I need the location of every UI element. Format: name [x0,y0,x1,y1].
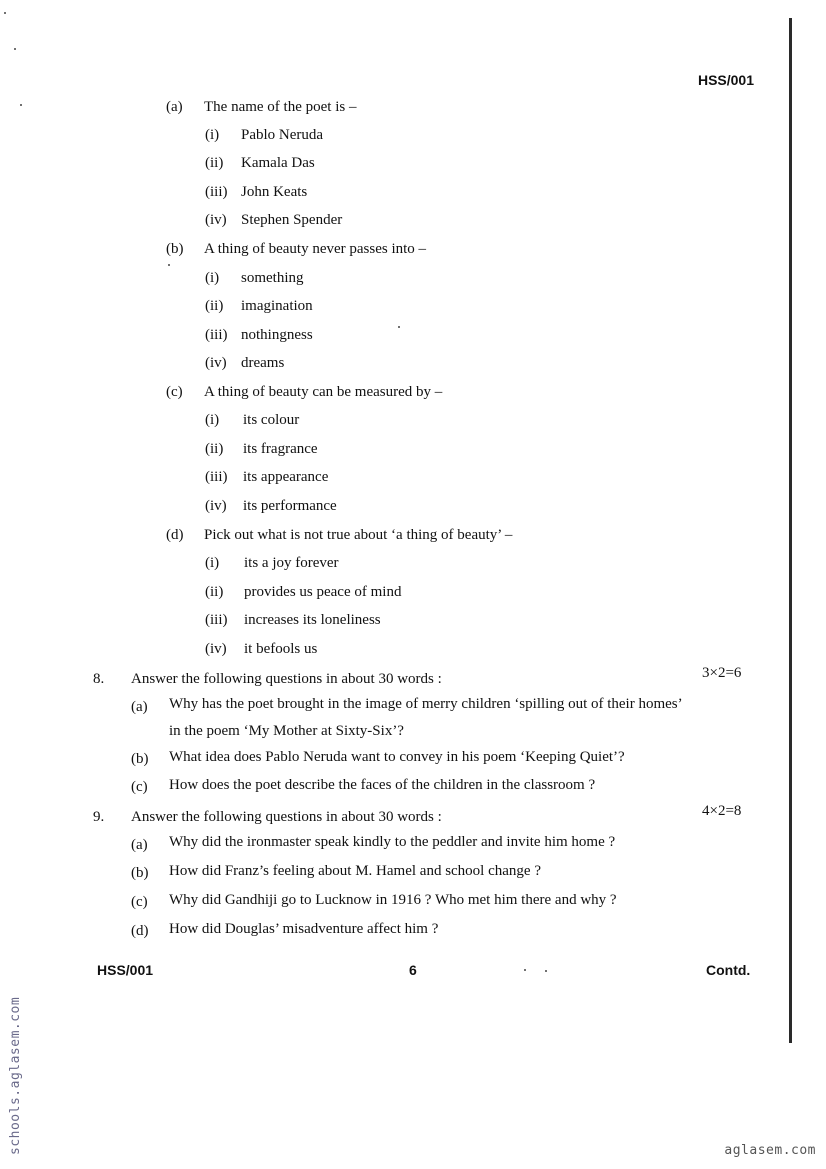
q9-a-num: (a) [131,837,148,853]
q8-b-num: (b) [131,751,149,767]
side-watermark: schools.aglasem.com [8,996,23,1155]
mcq-b-opt-3-num: (iii) [205,327,228,343]
q8-a-text: Why has the poet brought in the image of merry children ‘spilling out of their homes’ [169,696,683,712]
mcq-a-stem: The name of the poet is – [204,99,357,115]
q9-d-text: How did Douglas’ misadventure affect him ? [169,921,439,937]
q8-number: 8. [93,671,105,687]
scan-speck [14,48,16,50]
mcq-d-opt-3-text: increases its loneliness [244,612,381,628]
footer-paper-code: HSS/001 [97,962,154,978]
mcq-d-stem: Pick out what is not true about ‘a thing of beauty’ – [204,527,513,543]
footer-page-number: 6 [409,962,417,978]
mcq-a-opt-4-num: (iv) [205,212,227,228]
scan-speck [168,264,170,266]
mcq-b-stem: A thing of beauty never passes into – [204,241,427,257]
mcq-a-opt-2-num: (ii) [205,155,224,171]
mcq-c-opt-2-num: (ii) [205,441,224,457]
mcq-b-opt-4-num: (iv) [205,355,227,371]
mcq-c-opt-4-text: its performance [243,498,337,514]
q8-a-text-cont: in the poem ‘My Mother at Sixty-Six’? [169,723,404,739]
q9-b-num: (b) [131,865,149,881]
q9-stem: Answer the following questions in about 30 words : [131,809,442,825]
scan-speck [20,104,22,106]
mcq-c-opt-4-num: (iv) [205,498,227,514]
mcq-b-opt-1-text: something [241,270,304,286]
q8-marks: 3×2=6 [702,665,742,681]
scan-speck [524,969,526,971]
mcq-a-opt-2-text: Kamala Das [241,155,315,171]
mcq-b-opt-2-text: imagination [241,298,313,314]
mcq-d-opt-4-num: (iv) [205,641,227,657]
mcq-b-opt-3-text: nothingness [241,327,313,343]
q8-c-num: (c) [131,779,148,795]
q8-stem: Answer the following questions in about 30 words : [131,671,442,687]
mcq-c-opt-1-num: (i) [205,412,220,428]
scan-speck [4,12,6,14]
q9-c-num: (c) [131,894,148,910]
scan-border-line [789,18,792,1043]
mcq-d-label: (d) [166,527,184,543]
footer-contd: Contd. [706,962,751,978]
header-paper-code: HSS/001 [697,72,754,88]
mcq-a-opt-3-num: (iii) [205,184,228,200]
mcq-b-opt-1-num: (i) [205,270,220,286]
mcq-a-opt-3-text: John Keats [241,184,308,200]
scan-speck [398,326,400,328]
mcq-c-opt-2-text: its fragrance [243,441,318,457]
q8-a-num: (a) [131,699,148,715]
mcq-a-opt-1-text: Pablo Neruda [241,127,324,143]
q8-b-text: What idea does Pablo Neruda want to convey in his poem ‘Keeping Quiet’? [169,749,625,765]
mcq-d-opt-2-text: provides us peace of mind [244,584,402,600]
mcq-c-label: (c) [166,384,183,400]
mcq-c-opt-3-text: its appearance [243,469,329,485]
mcq-d-opt-4-text: it befools us [244,641,318,657]
mcq-b-label: (b) [166,241,184,257]
mcq-c-opt-1-text: its colour [243,412,300,428]
q9-d-num: (d) [131,923,149,939]
mcq-c-stem: A thing of beauty can be measured by – [204,384,443,400]
mcq-d-opt-3-num: (iii) [205,612,228,628]
q9-marks: 4×2=8 [702,803,742,819]
q9-a-text: Why did the ironmaster speak kindly to the peddler and invite him home ? [169,834,616,850]
mcq-b-opt-4-text: dreams [241,355,285,371]
mcq-b-opt-2-num: (ii) [205,298,224,314]
bottom-watermark: aglasem.com [724,1143,816,1158]
q8-c-text: How does the poet describe the faces of the children in the classroom ? [169,777,596,793]
mcq-c-opt-3-num: (iii) [205,469,228,485]
mcq-d-opt-2-num: (ii) [205,584,224,600]
mcq-d-opt-1-text: its a joy forever [244,555,339,571]
q9-b-text: How did Franz’s feeling about M. Hamel and school change ? [169,863,541,879]
q9-number: 9. [93,809,105,825]
mcq-a-opt-4-text: Stephen Spender [241,212,343,228]
q9-c-text: Why did Gandhiji go to Lucknow in 1916 ? Who met him there and why ? [169,892,617,908]
scan-speck [545,970,547,972]
mcq-a-label: (a) [166,99,183,115]
mcq-a-opt-1-num: (i) [205,127,220,143]
mcq-d-opt-1-num: (i) [205,555,220,571]
